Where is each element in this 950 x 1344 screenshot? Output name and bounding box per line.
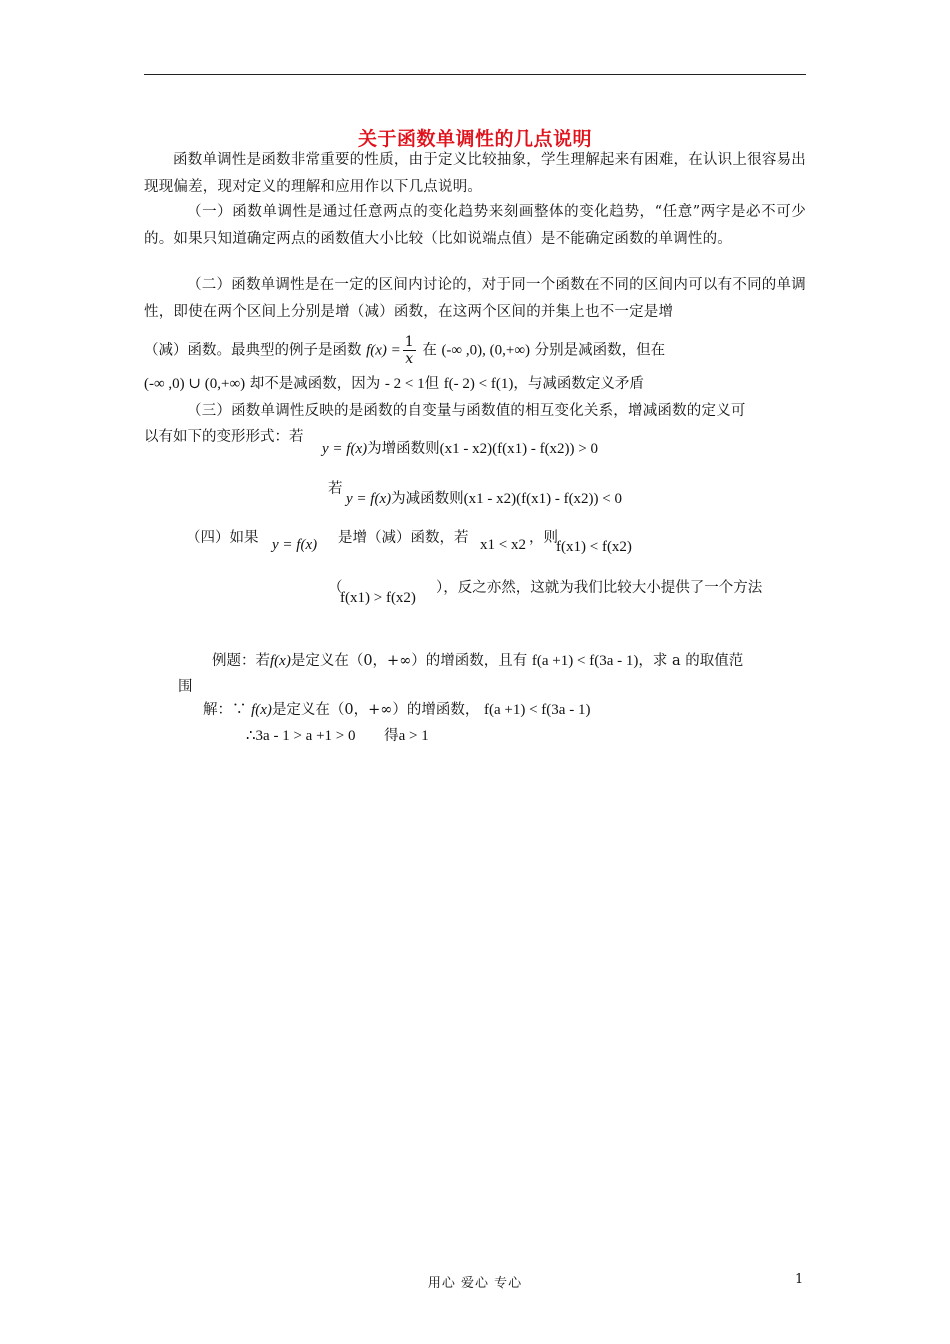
footer-motto: 用心 爱心 专心	[427, 1276, 523, 1291]
math-fx: f(x)	[270, 653, 291, 669]
math-dec-condition: (x1 - x2)(f(x1) - f(x2)) < 0	[463, 491, 623, 507]
math-solution-chain: ∴3a - 1 > a +1 > 0	[246, 728, 356, 744]
math-neg2-lt-1: - 2 < 1	[384, 376, 425, 392]
math-y-fx: y = f(x)	[322, 441, 368, 457]
increasing-definition	[322, 437, 598, 458]
section-4-tail	[436, 576, 762, 597]
text-run: 但	[424, 376, 440, 392]
text-run: ，求 a 的取值范	[638, 653, 744, 669]
section-4-fx1fx2	[556, 539, 632, 556]
text-run: （	[328, 580, 343, 596]
math-solution-inequality: f(a +1) < f(3a - 1)	[484, 702, 591, 718]
math-a-gt-1: a > 1	[398, 728, 429, 744]
solution-line-1	[203, 698, 590, 719]
text-run: 在	[422, 342, 437, 359]
text-run: （减）函数。最典型的例子是函数	[144, 342, 362, 359]
text-run: ），反之亦然，这就为我们比较大小提供了一个方法	[436, 580, 763, 596]
section-1-paragraph: （一）函数单调性是通过任意两点的变化趋势来刻画整体的变化趋势，“任意”两字是必不可少的。如果只知道确定两点的函数值大小比较（比如说端点值）是不能确定函数的单调性的。	[144, 204, 806, 247]
section-4-line-1	[186, 526, 259, 547]
text-run: 分别是减函数，但在	[534, 342, 666, 359]
math-fx1-lt-fx2: f(x1) < f(x2)	[556, 539, 632, 555]
example-line	[212, 649, 743, 670]
example-wrap	[178, 675, 193, 696]
section-4-ze	[529, 526, 558, 547]
section-3-line-1: （三）函数单调性反映的是函数的自变量与函数值的相互变化关系，增减函数的定义可	[187, 403, 746, 419]
text-run: 得	[384, 728, 399, 744]
math-example-inequality: f(a +1) < f(3a - 1)	[531, 653, 639, 669]
section-2-line-4	[144, 372, 644, 393]
math-inc-condition: (x1 - x2)(f(x1) - f(x2)) > 0	[439, 441, 599, 457]
text-run: 以有如下的变形形式：若	[144, 429, 304, 445]
header-rule	[144, 74, 806, 75]
text-run: ，与减函数定义矛盾	[513, 376, 644, 392]
decreasing-definition	[346, 487, 622, 508]
section-4-x1x2	[480, 537, 526, 554]
text-run: 解：∵	[203, 702, 247, 718]
math-f-eq: f(x) =	[366, 342, 401, 359]
fraction-1-over-x: $\frac{1}{x}$	[404, 334, 414, 367]
math-f-compare: f(- 2) < f(1)	[443, 376, 514, 392]
math-intervals: (-∞ ,0), (0,+∞)	[441, 342, 531, 359]
text-run: 若	[328, 481, 343, 497]
page-number: 1	[795, 1272, 804, 1287]
text-run: 例题：若	[212, 653, 270, 669]
section-2-paragraph: （二）函数单调性是在一定的区间内讨论的，对于同一个函数在不同的区间内可以有不同的单调性，即使在两个区间上分别是增（减）函数，在这两个区间的并集上也不一定是增	[144, 277, 806, 320]
text-run: ，则	[529, 530, 558, 546]
text-run: 是增（减）函数，若	[338, 530, 469, 546]
section-4-yfx	[272, 537, 317, 554]
math-fx1-gt-fx2: f(x1) > f(x2)	[340, 590, 416, 606]
section-3-line-2	[144, 425, 304, 446]
math-x1-lt-x2: x1 < x2	[480, 537, 526, 553]
section-4-mid	[338, 526, 469, 547]
section-4-gt	[340, 590, 416, 607]
section-2-line-3	[144, 334, 665, 367]
text-run: 却不是减函数，因为	[249, 376, 381, 392]
solution-line-2	[246, 724, 429, 745]
text-run: （四）如果	[186, 530, 259, 546]
math-y-fx: y = f(x)	[346, 491, 392, 507]
math-union: (-∞ ,0) ∪ (0,+∞)	[144, 376, 246, 392]
text-run: 围	[178, 679, 193, 695]
decreasing-ruo	[328, 477, 343, 498]
doc-title: 关于函数单调性的几点说明	[357, 128, 592, 150]
intro-paragraph: 函数单调性是函数非常重要的性质，由于定义比较抽象，学生理解起来有困难，在认识上很容易出现现偏差，现对定义的理解和应用作以下几点说明。	[144, 152, 806, 195]
text-run: 是定义在（0，+∞）的增函数，且有	[290, 653, 528, 669]
math-fx: f(x)	[251, 702, 272, 718]
text-run: 为增函数则	[367, 441, 440, 457]
text-run: 为减函数则	[391, 491, 464, 507]
text-run: 是定义在（0，+∞）的增函数，	[271, 702, 480, 718]
math-y-fx: y = f(x)	[272, 537, 318, 553]
